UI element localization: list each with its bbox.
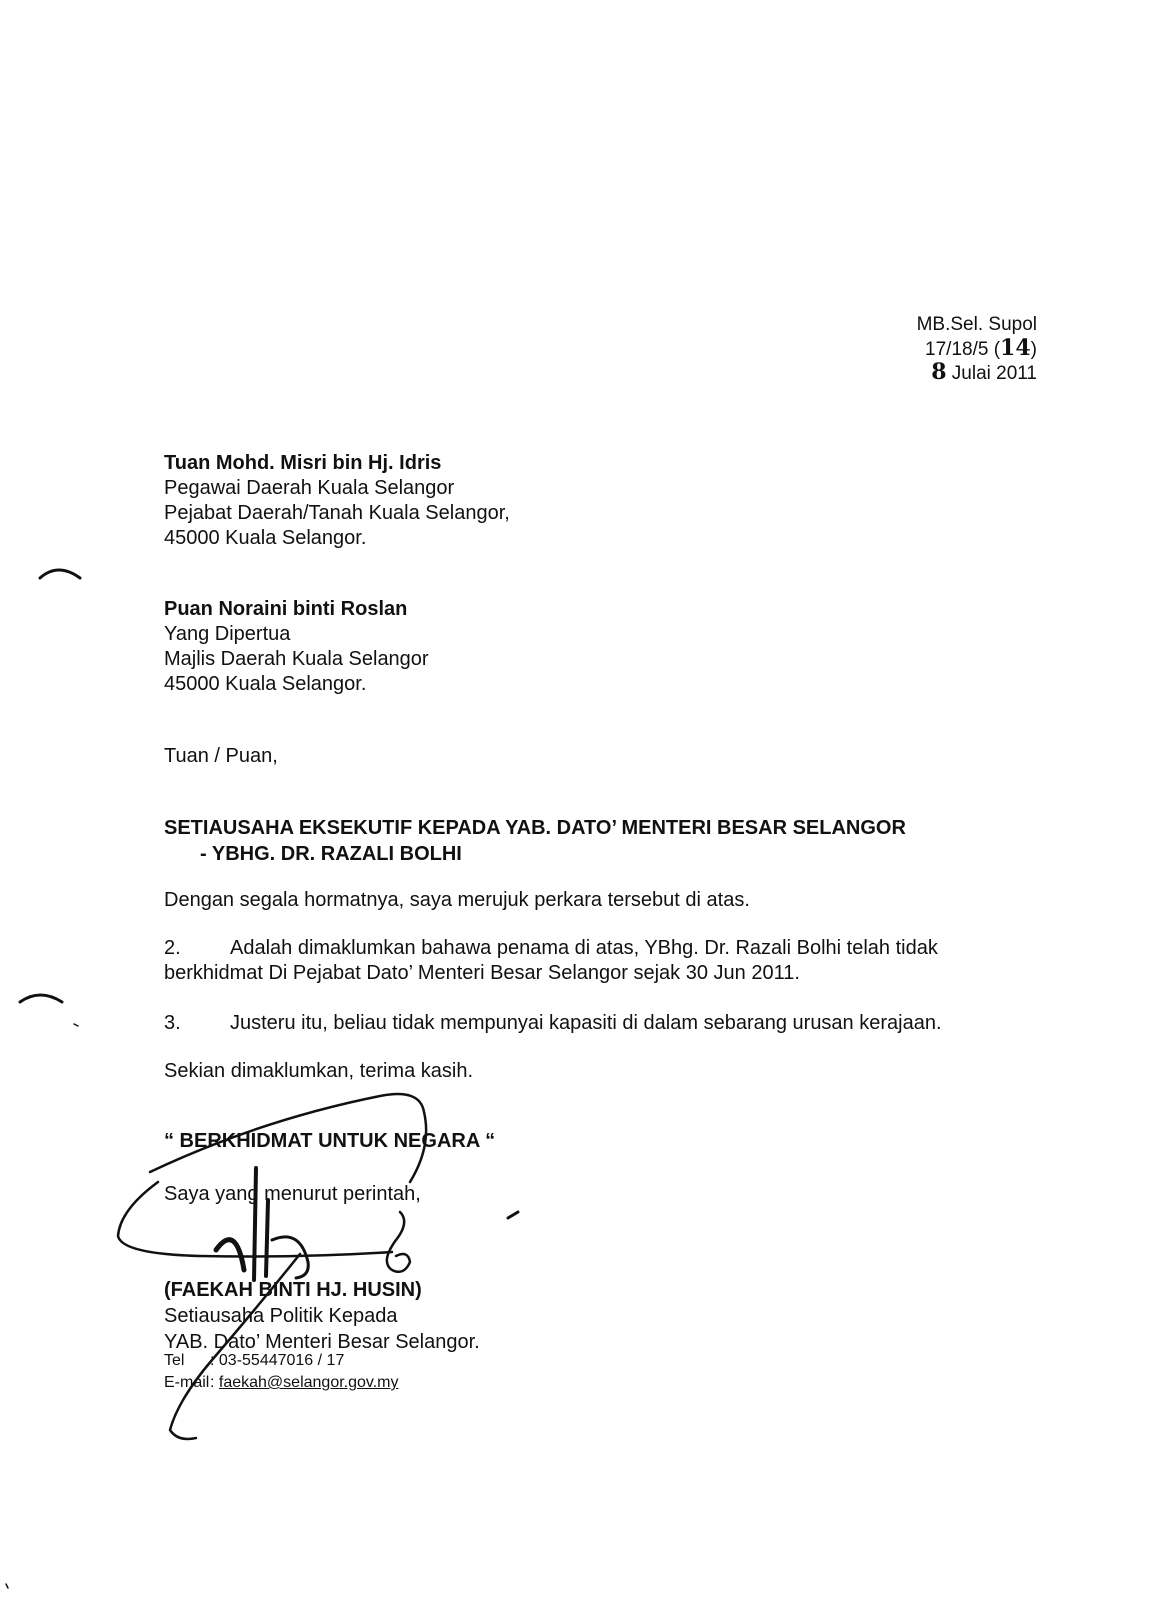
slogan: “ BERKHIDMAT UNTUK NEGARA “: [164, 1130, 496, 1152]
address-line: Pejabat Daerah/Tanah Kuala Selangor,: [164, 502, 510, 524]
punch-hole-mark: [20, 995, 62, 1002]
signature-stroke: [266, 1200, 268, 1276]
salutation: Tuan / Puan,: [164, 745, 278, 767]
ink-speck: [74, 1024, 78, 1026]
recipient-name: Tuan Mohd. Misri bin Hj. Idris: [164, 452, 442, 474]
address-line: 45000 Kuala Selangor.: [164, 527, 367, 549]
subject-line-1: SETIAUSAHA EKSEKUTIF KEPADA YAB. DATO’ MENTERI BESAR SELANGOR: [164, 817, 906, 839]
recipient-address-1: [164, 451, 510, 551]
handwritten-file-number: 14: [1000, 335, 1031, 361]
signatory-title: YAB. Dato’ Menteri Besar Selangor.: [164, 1331, 480, 1353]
email-label: E-mail: [164, 1374, 210, 1391]
opening-paragraph: Dengan segala hormatnya, saya merujuk perkara tersebut di atas.: [164, 889, 750, 911]
address-line: Pegawai Daerah Kuala Selangor: [164, 477, 455, 499]
subject-line-2: - YBHG. DR. RAZALI BOLHI: [200, 843, 462, 865]
ink-tick: [508, 1212, 518, 1218]
signature-stroke: [272, 1237, 308, 1278]
recipient-address-2: [164, 597, 429, 697]
signatory-name: (FAEKAH BINTI HJ. HUSIN): [164, 1279, 422, 1301]
address-line: Yang Dipertua: [164, 623, 291, 645]
address-line: 45000 Kuala Selangor.: [164, 673, 367, 695]
closing-line: Sekian dimaklumkan, terima kasih.: [164, 1060, 474, 1082]
address-line: Majlis Daerah Kuala Selangor: [164, 648, 429, 670]
reference-file-number: 17/18/5 (14): [925, 335, 1037, 361]
signatory-title: Setiausaha Politik Kepada: [164, 1305, 398, 1327]
recipient-name: Puan Noraini binti Roslan: [164, 598, 408, 620]
contact-block: Tel : 03-55447016 / 17 E-mail: faekah@selangor.gov.my: [164, 1350, 399, 1394]
ink-speck: [6, 1584, 8, 1588]
tel-label: Tel: [164, 1352, 185, 1369]
reference-file-prefix: MB.Sel. Supol: [916, 314, 1037, 335]
email-link[interactable]: faekah@selangor.gov.my: [218, 1374, 399, 1391]
sign-off: Saya yang menurut perintah,: [164, 1183, 421, 1205]
paragraph-number: 3.: [164, 1012, 181, 1034]
paragraph-number: 2.: [164, 937, 181, 959]
paragraph-2: 2. Adalah dimaklumkan bahawa penama di atas, YBhg. Dr. Razali Bolhi telah tidak berkhidmat Di Pejabat Dato’ Menteri Besar Selangor sejak 30 Jun 2011.: [164, 937, 938, 984]
signature-stroke: [387, 1212, 410, 1272]
tel-value: : 03-55447016 / 17: [210, 1352, 345, 1369]
paragraph-3: 3. Justeru itu, beliau tidak mempunyai kapasiti di dalam sebarang urusan kerajaan.: [164, 1012, 942, 1034]
reference-date: 8 Julai 2011: [931, 359, 1037, 385]
signatory-block: [164, 1277, 480, 1355]
signature-stroke: [216, 1240, 244, 1270]
punch-hole-mark: [40, 570, 80, 578]
handwritten-day: 8: [931, 359, 947, 385]
